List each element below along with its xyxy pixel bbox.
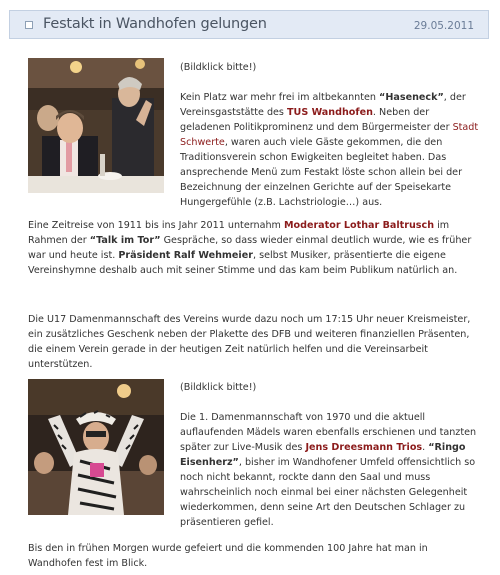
photo-click-hint-1: (Bildklick bitte!) bbox=[180, 62, 257, 73]
paragraph-4: Die 1. Damenmannschaft von 1970 und die aktuell auflaufenden Mädels waren ebenfalls erschienen und tanzten später zur Live-Musik des Jens Dreesmann Trios. “Ringo Eisenherz”, bisher im Wandhofener Umfeld offensichtlich so noch nicht bekannt, rockte dann den Saal und muss wahrscheinlich noch einmal bei einer nächsten Gelegenheit wiederkommen, denn seine Art den Deutschen Schlager zu präsentieren gefiel. bbox=[180, 412, 477, 528]
event-photo-2[interactable] bbox=[28, 379, 164, 515]
paragraph-5: Bis den in frühen Morgen wurde gefeiert und die kommenden 100 Jahre hat man in Wandhofen fest im Blick. bbox=[28, 543, 428, 569]
tus-link: TUS Wandhofen bbox=[286, 107, 373, 118]
article-header bbox=[9, 10, 489, 39]
jens-dreesmann-link: Jens Dreesmann Trios bbox=[305, 442, 423, 453]
article-title: Festakt in Wandhofen gelungen bbox=[43, 16, 267, 32]
event-photo-1[interactable] bbox=[28, 58, 164, 193]
paragraph-2: Eine Zeitreise von 1911 bis ins Jahr 2011 unternahm Moderator Lothar Baltrusch im Rahmen der “Talk im Tor” Gespräche, so dass wieder einmal deutlich wurde, wie es früher war und heute ist. Präsident Ralf Wehmeier, selbst Musiker, präsentierte die eigene Vereinshymne deshalb auch mit seiner Stimme und das kam beim Publikum natürlich an. bbox=[28, 220, 472, 276]
paragraph-3: Die U17 Damenmannschaft des Vereins wurde dazu noch um 17:15 Uhr neuer Kreismeister, ein zusätzliches Geschenk neben der Plakette des DFB und weiteren finanziellen Präsenten, die einem Verein gerade in der heutigen Zeit natürlich helfen und die Vereinsarbeit unterstützen. bbox=[28, 314, 471, 370]
article-date: 29.05.2011 bbox=[413, 20, 474, 32]
photo-click-hint-2: (Bildklick bitte!) bbox=[180, 382, 257, 393]
paragraph-1: Kein Platz war mehr frei im altbekannten “Haseneck”, der Vereinsgaststätte des TUS Wandhofen. Neben der geladenen Politikprominenz und dem Bürgermeister der Stadt Schwerte, waren auch viele Gäste gekommen, die den Traditionsverein schon Ewigkeiten begleitet haben. Das ansprechende Menü zum Festakt löste schon allein bei der Bezeichnung der einzelnen Gerichte auf der Speisekarte Hungergefühle (z.B. Lachstriologie…) aus. bbox=[180, 92, 479, 208]
schwerte-link[interactable]: Stadt Schwerte bbox=[180, 122, 479, 148]
square-bullet-icon bbox=[25, 21, 33, 29]
